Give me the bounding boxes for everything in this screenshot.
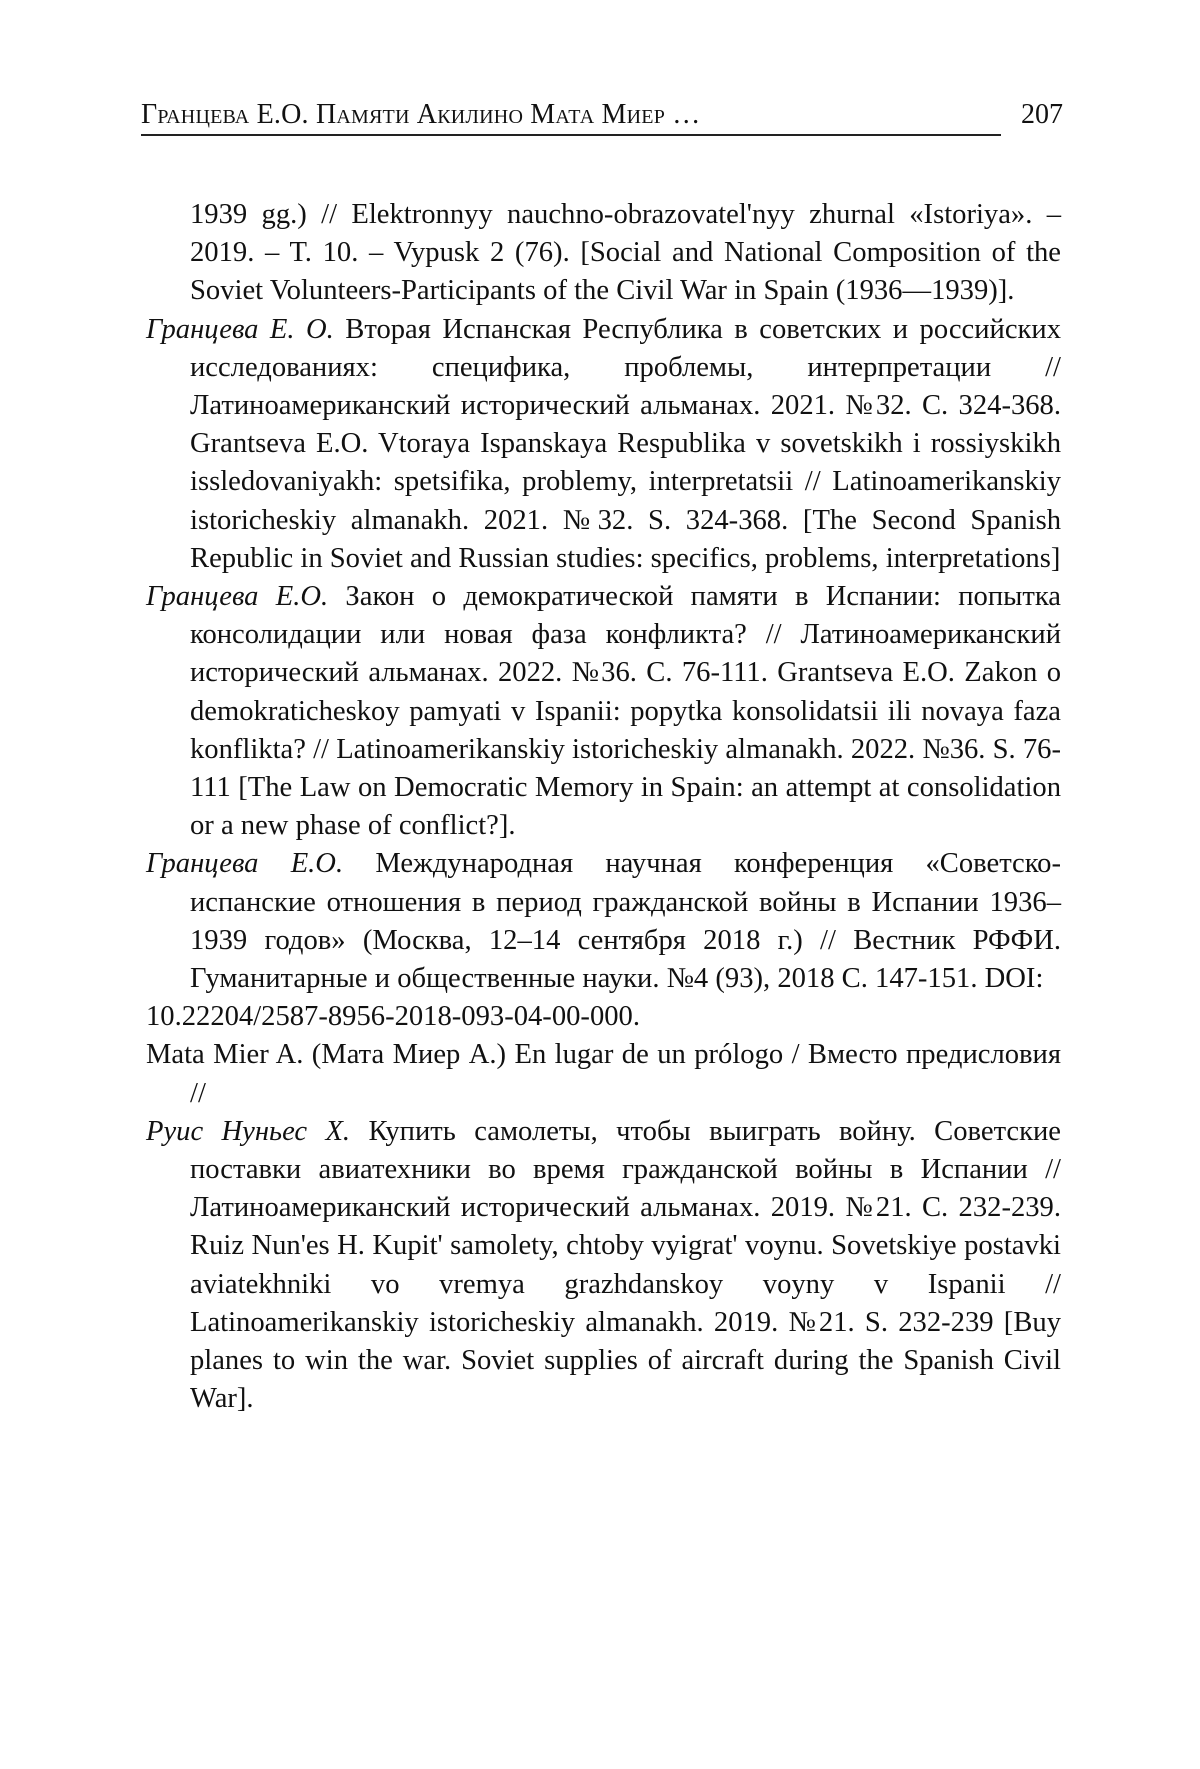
page-header [141, 96, 1063, 136]
reference-text: Закон о демократической памяти в Испании: попытка консолидации или новая фаза конфликта? // Латиноамериканский исторический альманах. 2022. №36. С. 76-111. Grantseva E.O. Zakon o demokraticheskoy pamyati v Ispanii: popytka konsolidatsii ili novaya faza konflikta? // Latinoamerikanskiy istoricheskiy almanakh. 2022. №36. S. 76-111 [The Law on Democratic Memory in Spain: an attempt at consolidation or a new phase of conflict?]. [190, 581, 1061, 842]
reference-author: Руис Нуньес Х. [146, 1115, 351, 1147]
reference-list [146, 196, 1061, 1419]
reference-item [146, 578, 1061, 845]
reference-text: Вторая Испанская Республика в советских и российских исследованиях: специфика, проблемы, интерпретации // Латиноамериканский исторический альманах. 2021. №32. С. 324-368. Grantseva E.O. Vtoraya Ispanskaya Respublika v sovetskikh i rossiyskikh issledovaniyakh: spetsifika, problemy, interpretatsii // Latinoamerikanskiy istoricheskiy almanakh. 2021. №32. S. 324-368. [The Second Spanish Republic in Soviet and Russian studies: specifics, problems, interpretations] [190, 313, 1061, 574]
reference-item [146, 311, 1061, 578]
running-title: Гранцева Е.О. Памяти Акилино Мата Миер … [141, 99, 1001, 136]
reference-doi [146, 998, 1061, 1036]
reference-author: Гранцева Е.О. [146, 581, 329, 613]
reference-item [146, 845, 1061, 998]
reference-text: Международная научная конференция «Советско-испанские отношения в период гражданской войны в Испании 1936–1939 годов» (Москва, 12–14 сентября 2018 г.) // Вестник РФФИ. Гуманитарные и общественные науки. №4 (93), 2018 С. 147-151. DOI: [190, 848, 1061, 995]
reference-author: Гранцева Е.О. [146, 848, 344, 880]
reference-item [146, 1036, 1061, 1112]
reference-text: Mata Mier A. (Мата Миер А.) En lugar de un prólogo / Вместо предисловия // [146, 1039, 1061, 1109]
reference-text: 10.22204/2587-8956-2018-093-04-00-000. [146, 1001, 640, 1033]
page-number: 207 [1021, 99, 1063, 130]
reference-text: Купить самолеты, чтобы выиграть войну. Советские поставки авиатехники во время гражданской войны в Испании // Латиноамериканский исторический альманах. 2019. №21. С. 232-239. Ruiz Nun'es H. Kupit' samolety, chtoby vyigrat' voynu. Sovetskiye postavki aviatekhniki vo vremya grazhdanskoy voyny v Ispanii // Latinoamerikanskiy istoricheskiy almanakh. 2019. №21. S. 232-239 [Buy planes to win the war. Soviet supplies of aircraft during the Spanish Civil War]. [190, 1115, 1061, 1415]
reference-author: Гранцева Е. О. [146, 313, 334, 345]
reference-text: 1939 gg.) // Elektronnyy nauchno-obrazovatel'nyy zhurnal «Istoriya». – 2019. – T. 10. – Vypusk 2 (76). [Social and National Composition of the Soviet Volunteers-Participants of the Civil War in Spain (1936—1939)]. [190, 199, 1061, 307]
reference-item [146, 1113, 1061, 1419]
reference-item [146, 196, 1061, 311]
